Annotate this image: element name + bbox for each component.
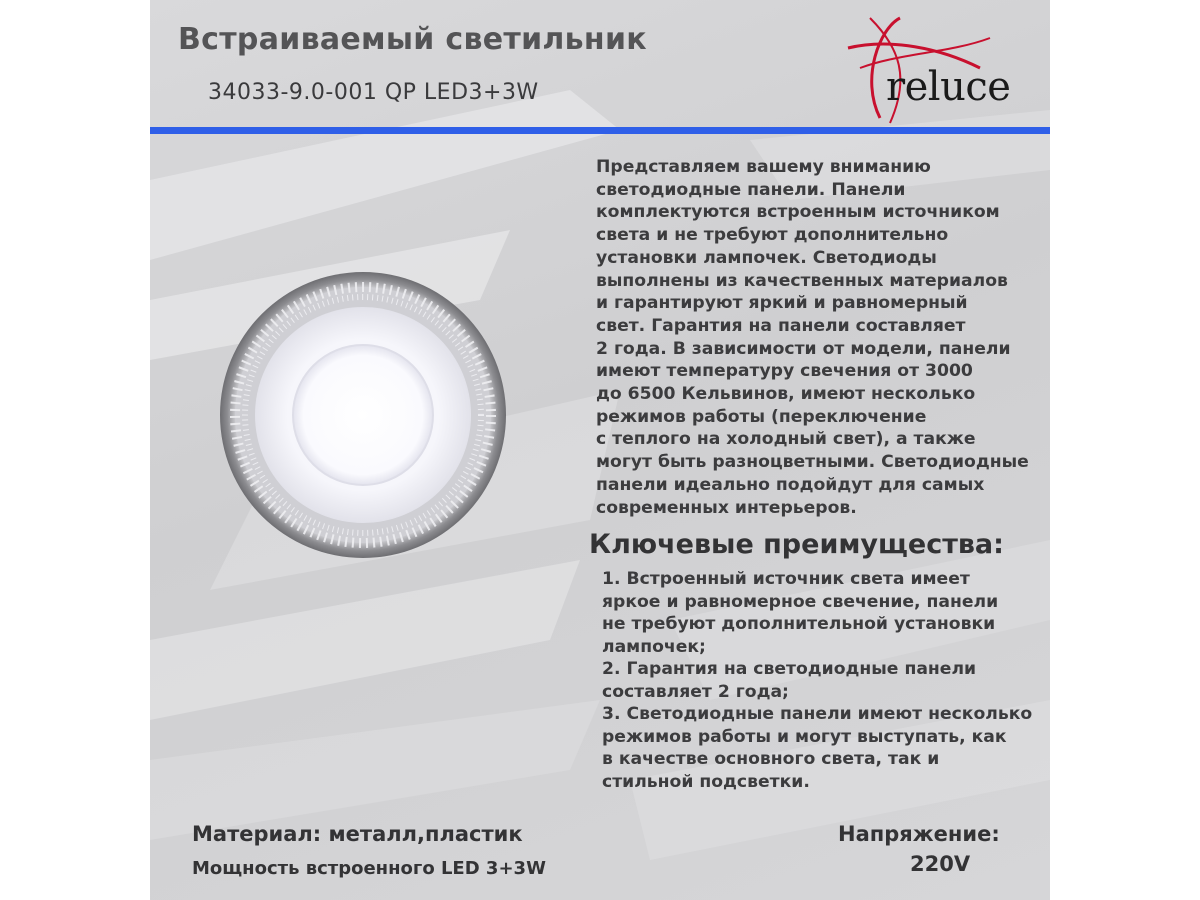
brand-logo — [840, 8, 1030, 128]
description-line: имеют температуру свечения от 3000 — [596, 361, 973, 382]
product-description — [596, 156, 1048, 519]
description-line: света и не требуют дополнительно — [596, 225, 949, 246]
description-line: комплектуются встроенным источником — [596, 202, 1000, 223]
advantage-line: 3. Светодиодные панели имеют несколько — [602, 704, 1033, 724]
description-line: режимов работы (переключение — [596, 406, 927, 427]
spec-material: Материал: металл,пластик — [192, 822, 523, 846]
description-line: свет. Гарантия на панели составляет — [596, 315, 966, 336]
advantage-line: 1. Встроенный источник света имеет — [602, 569, 970, 589]
description-line: и гарантируют яркий и равномерный — [596, 293, 968, 314]
spec-voltage-label: Напряжение: — [838, 822, 1000, 846]
product-model: 34033-9.0-001 QP LED3+3W — [208, 80, 539, 105]
description-line: с теплого на холодный свет), а также — [596, 429, 976, 450]
advantage-line: яркое и равномерное свечение, панели — [602, 591, 999, 612]
product-card — [150, 0, 1050, 900]
advantage-line: лампочек; — [602, 636, 706, 657]
brand-name: reluce — [886, 64, 1011, 110]
description-line: до 6500 Кельвинов, имеют несколько — [596, 384, 976, 405]
spec-voltage-value: 220V — [910, 852, 971, 876]
advantages-heading: Ключевые преимущества: — [589, 529, 1004, 560]
description-line: светодиодные панели. Панели — [596, 179, 906, 200]
accent-bar — [150, 127, 1050, 134]
advantage-line: в качестве основного света, так и — [602, 749, 940, 769]
description-line: современных интерьеров. — [596, 497, 857, 518]
description-line: выполнены из качественных материалов — [596, 270, 1008, 291]
advantage-line: не требуют дополнительной установки — [602, 614, 996, 634]
advantages-list — [602, 568, 1048, 793]
advantage-line: стильной подсветки. — [602, 771, 810, 792]
advantage-line: 2. Гарантия на светодиодные панели — [602, 659, 977, 679]
description-line: Представляем вашему вниманию — [596, 157, 931, 177]
advantage-line: режимов работы и могут выступать, как — [602, 726, 1007, 747]
description-line: установки лампочек. Светодиоды — [596, 247, 937, 268]
round-led-panel-icon — [218, 270, 508, 560]
description-line: 2 года. В зависимости от модели, панели — [596, 338, 1011, 359]
product-title: Встраиваемый светильник — [178, 22, 647, 57]
description-line: могут быть разноцветными. Светодиодные — [596, 452, 1029, 473]
advantage-line: составляет 2 года; — [602, 681, 789, 702]
spec-power: Мощность встроенного LED 3+3W — [192, 858, 546, 879]
description-line: панели идеально подойдут для самых — [596, 474, 985, 495]
